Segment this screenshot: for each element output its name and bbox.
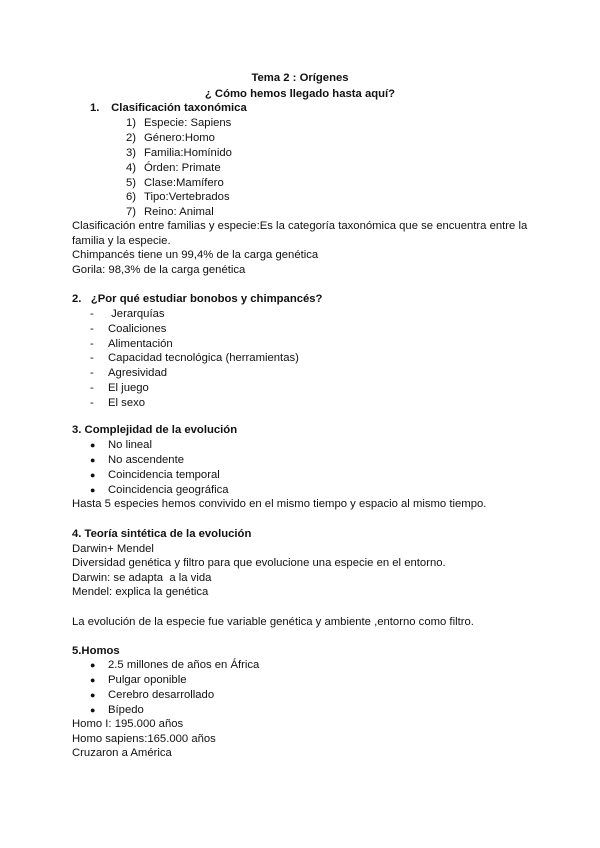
list-item: ● Bípedo (90, 703, 144, 716)
section-1-heading (90, 101, 247, 116)
list-item: - Agresividad (90, 367, 168, 380)
list-item: 7) Reino: Animal (126, 206, 214, 219)
list-item: ● No ascendente (90, 453, 184, 466)
bullet-icon: ● (90, 469, 96, 480)
homos-list (90, 658, 259, 718)
paragraph: Homo I: 195.000 años (72, 718, 184, 730)
section-3-heading: 3. Complejidad de la evolución (72, 424, 238, 436)
paragraph: Hasta 5 especies hemos convivido en el mismo tiempo y espacio al mismo tiempo. (72, 498, 487, 510)
section-1-number: 1. (90, 102, 100, 114)
bullet-icon: ● (90, 484, 96, 495)
paragraph: Gorila: 98,3% de la carga genética (72, 264, 246, 276)
paragraph: Darwin+ Mendel (72, 543, 154, 555)
list-item: 6) Tipo:Vertebrados (126, 191, 230, 204)
paragraph: Diversidad genética y filtro para que evolucione una especie en el entorno. (72, 557, 446, 569)
section-2-heading: 2. ¿Por qué estudiar bonobos y chimpancés? (72, 293, 323, 305)
bullet-icon: ● (90, 440, 96, 450)
list-item: 5) Clase:Mamífero (126, 176, 224, 189)
bullet-icon: ● (90, 689, 96, 700)
paragraph: Mendel: explica la genética (72, 586, 209, 598)
bullet-icon: ● (90, 660, 96, 670)
paragraph: La evolución de la especie fue variable genética y ambiente ,entorno como filtro. (72, 616, 474, 628)
list-item: 3) Familia:Homínido (126, 146, 232, 159)
list-item: ● 2.5 millones de años en África (90, 659, 260, 671)
list-item: 4) Órden: Primate (126, 161, 221, 174)
taxonomy-list (126, 116, 232, 220)
section-4-heading: 4. Teoría sintética de la evolución (72, 528, 252, 540)
paragraph: Darwin: se adapta a la vida (72, 572, 212, 584)
list-item: - Capacidad tecnológica (herramientas) (90, 352, 299, 365)
bullet-icon: ● (90, 704, 96, 715)
list-item: ● Coincidencia geográfica (90, 483, 229, 496)
reasons-list (90, 307, 299, 411)
list-item: 1) Especie: Sapiens (126, 117, 232, 129)
list-item: - El juego (90, 381, 149, 394)
list-item: ● Coincidencia temporal (90, 468, 220, 481)
complexity-list (90, 438, 229, 498)
paragraph: Homo sapiens:165.000 años (72, 733, 216, 745)
section-1-title: Clasificación taxonómica (111, 102, 247, 114)
list-item: 2) Género:Homo (126, 131, 215, 144)
list-item: ● No lineal (90, 439, 152, 451)
section-5-heading: 5.Homos (72, 645, 120, 657)
list-item: ● Cerebro desarrollado (90, 688, 215, 701)
list-item: - Alimentación (90, 337, 173, 350)
paragraph: Clasificación entre familias y especie:Es la categoría taxonómica que se encuentra entre la familia y la especie. (72, 220, 528, 247)
list-item: ● Pulgar oponible (90, 673, 187, 686)
list-item: - El sexo (90, 396, 146, 409)
page-title: Tema 2 : Orígenes (251, 72, 349, 84)
list-item: - Coaliciones (90, 322, 167, 335)
page-subtitle: ¿ Cómo hemos llegado hasta aquí? (204, 88, 396, 100)
list-item: - Jerarquías (90, 308, 165, 320)
paragraph: Chimpancés tiene un 99,4% de la carga genética (72, 249, 319, 261)
paragraph: Cruzaron a América (72, 747, 172, 759)
bullet-icon: ● (90, 454, 96, 465)
bullet-icon: ● (90, 674, 96, 685)
